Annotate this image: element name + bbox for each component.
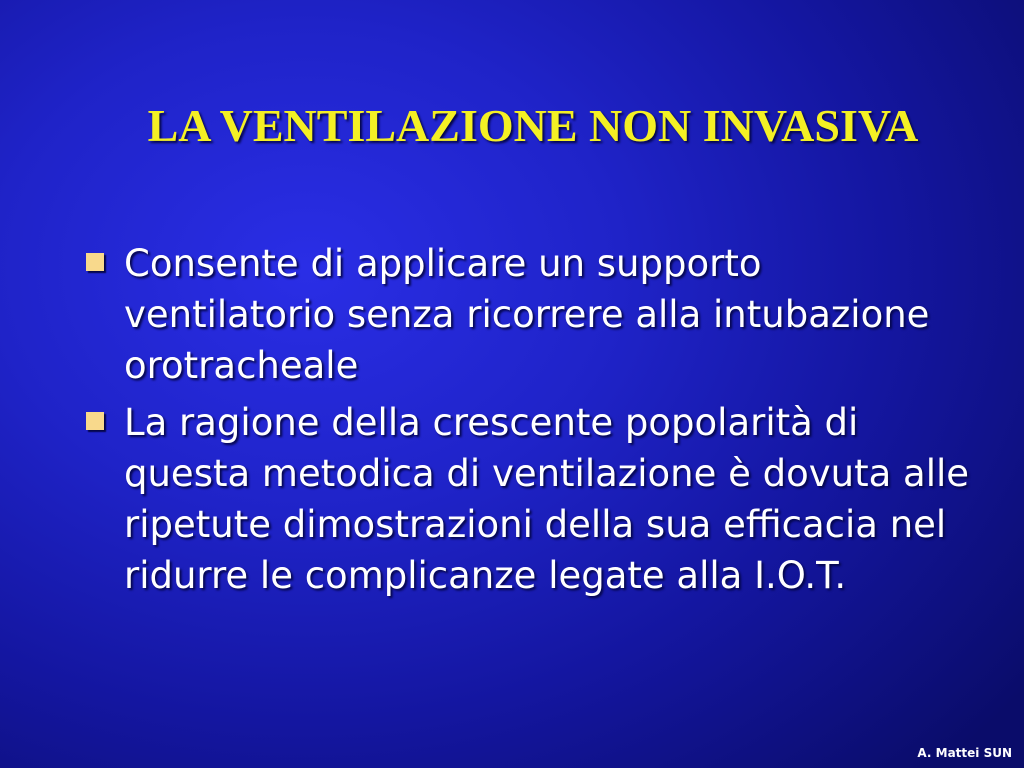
bullet-text: La ragione della crescente popolarità di questa metodica di ventilazione è dovuta alle ripetute dimostrazioni della sua efficacia nel ridurre le complicanze legate alla I.O.T. [124, 401, 970, 597]
bullet-item [80, 238, 980, 391]
bullet-text: Consente di applicare un supporto ventilatorio senza ricorrere alla intubazione orotracheale [124, 242, 930, 387]
slide-title: LA VENTILAZIONE NON INVASIVA [147, 100, 919, 151]
square-bullet-icon [86, 253, 104, 271]
square-bullet-icon [86, 412, 104, 430]
bullet-item [80, 397, 980, 601]
footer-credit: A. Mattei SUN [917, 746, 1012, 760]
bullet-list [80, 238, 980, 607]
